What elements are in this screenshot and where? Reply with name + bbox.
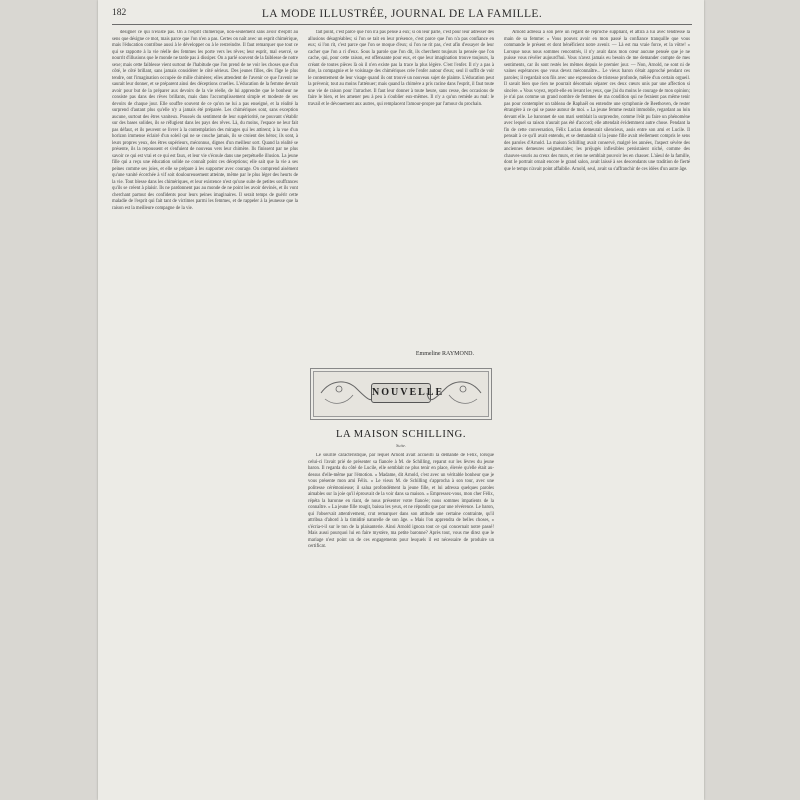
story-body: [308, 453, 494, 753]
newspaper-page: [98, 0, 704, 800]
header-rule: [112, 24, 692, 25]
column-1: [112, 30, 298, 790]
nouvelle-banner: [310, 368, 492, 420]
column-3: [504, 30, 690, 790]
flourish-right-icon: [425, 377, 485, 409]
author-signature: Emmeline RAYMOND.: [415, 351, 474, 357]
running-title: LA MODE ILLUSTRÉE, JOURNAL DE LA FAMILLE.: [261, 8, 543, 20]
column-1-text: désigner ce qui n'existe pas. On a l'esprit chimérique, non-seulement sans avoir d'esprit au sens que désigne ce mot, mais parce que l'on n'en a pas. Certes on naît avec un esprit chimérique, mais l'éducation contribue aussi à le développer ou à le restreindre. Il faut remarquer que tout ce qui se rapporte à la vie réelle des femmes les porte vers les rêves; leur esprit, mal exercé, se nourrit d'illusions que le monde ne tarde pas à dissiper. On a parlé souvent de la faiblesse de notre sexe; mais cette faiblesse vient surtout de l'habitude que l'on prend de ne voir les choses que d'un côté, le côté brillant, sans jamais considérer le côté sérieux. Des jeunes filles, dès l'âge le plus tendre, ont l'imagination occupée de mille chimères; elles attendent de l'avenir ce que l'avenir ne saurait leur donner, et se préparent ainsi des déceptions cruelles. L'éducation de la femme devrait avoir pour but de la préparer aux devoirs de la vie réelle, de lui apprendre que le bonheur ne consiste pas dans des rêves brillants, mais dans l'accomplissement simple et modeste de ses devoirs de chaque jour. Elle souffre souvent de ce qu'on ne lui a pas enseigné, et la réalité la surprend d'autant plus qu'elle n'y a jamais été préparée. Les chimériques sont, sans exception aucune, surtout des êtres vaniteux. Poussés du sentiment de leur supériorité, ne pouvant s'établir sur des bases solides, ils se réfugient dans les pays des rêves. Là, du moins, l'espace ne leur fait pas défaut, et ils peuvent se livrer à la contemplation des mirages qui les attirent; à la vue d'un horizon immense éclairé d'un soleil qui ne se couche jamais, ils se croient des héros; ils sont, à leurs propres yeux, des êtres supérieurs, méconnus, dignes d'un meilleur sort. Quand la réalité se présente, ils la repoussent et s'enfuient de nouveau vers leur chimère. Ils finissent par ne plus savoir ce qui est vrai et ce qui est faux, et leur vie s'écoule dans une perpétuelle illusion. La jeune fille qui a reçu une éducation solide ne connaît point ces déceptions; elle sait que la vie a ses peines comme ses joies, et elle se prépare à les supporter avec courage. On comprend aisément qu'une vanité écorchée à vif soit douloureusement atteinte, même par le plus léger des heurts de la vie. Tout blesse dans les chimériques, et leur existence n'est qu'une suite de petites souffrances qu'ils se créent à plaisir. Ils ne pardonnent pas au monde de ne point les avoir devinés, et ils vont cherchant partout des confidents pour leurs peines imaginaires. Il serait temps de guérir cette maladie de l'esprit qui fait tant de victimes parmi les femmes, et de rappeler à la jeunesse que la raison est la meilleure compagne de la vie.: [112, 30, 298, 211]
banner-label: NOUVELLE: [371, 383, 431, 403]
story-subtitle: Suite.: [395, 443, 407, 448]
article-continuation: [308, 30, 494, 348]
page-header: [112, 8, 692, 22]
story-text: Le sourire caractéristique, par lequel Arnold avait accueilli la demande de Félix, lorsque celui-ci l'avait prié de présenter sa fiancée à M. de Schilling, reparut sur les lèvres du jeune baron. Il regarda du côté de Lucile, elle semblait ne plus tenir en place, élevée qu'elle était au-dessus d'elle-même par l'émotion. « Madame, dit Arnold, c'est avec un véritable bonheur que je vous présente mon ami Félix. » Le vieux M. de Schilling s'approcha à son tour, avec une politesse cérémonieuse; il salua profondément la jeune fille, et lui adressa quelques paroles aimables sur la joie qu'il éprouvait de la voir dans sa maison. « Empressez-vous, mon cher Félix, répéta la baronne en riant, de nous présenter votre fiancée; nous sommes impatients de la connaître. » La jeune fille rougit, baissa les yeux, et ne répondit que par une révérence. Le baron, qui l'observait attentivement, crut remarquer dans son attitude une certaine contrainte, qu'il attribua d'abord à la timidité naturelle de son âge. « Mais l'on apprendra de belles choses, » s'écria-t-il sur le ton de la plaisanterie. Ainsi Arnold ignora tout ce qui concernait notre passé! Mais aussi pourquoi lui en faire mystère, ma petite baronne? Après tout, vous me direz que le mariage n'est point un de ces engagements pour lesquels il est nécessaire de produire un certificat.: [308, 453, 494, 549]
page-number: 182: [112, 8, 127, 18]
story-title: LA MAISON SCHILLING.: [335, 429, 467, 440]
column-2: [308, 30, 494, 790]
column-2-text: fait point, c'est parce que l'on n'a pas pensé à eux; si on leur parle, c'est pour leur adresser des allusions désagréables; si l'on se tait en leur présence, c'est parce que l'on n'a pas confiance en eux; si l'on rit, c'est parce que l'on se moque d'eux; si l'on ne rit pas, c'est afin d'essayer de leur cacher que l'on a ri d'eux. Sous la parole que l'on dit, ils cherchent toujours la pensée que l'on cache, qui, pour cette raison, est offensante pour eux, et que leur imagination trouve toujours, la créant de toutes pièces là où il n'en existe pas la trace la plus légère. C'est l'enfer. Il n'y a pas à dire, la compagnie et le voisinage des chimériques crée l'enfer autour d'eux; seul il suffit de voir le contentement de leur visage quand ils ont trouvé un nouveau sujet de plainte. L'éducation peut la prévenir, tout au moins l'atténuer; mais quand la chimère a pris racine dans l'esprit, il faut toute une vie de raison pour l'arracher. Il faut leur donner à toute heure, sans cesse, des occasions de faire le bien, et les amener peu à peu à s'oublier eux-mêmes. Il n'y a qu'un remède au mal: le travail et le dévouement aux autres, qui remplacent l'amour-propre par l'amour du prochain.: [308, 30, 494, 107]
flourish-left-icon: [317, 377, 377, 409]
column-3-text: Arnold adressa à son père un regard de reproche suppliant, et attira à lui avec tendresse la main de sa femme: « Vous pouvez avoir en mon passé la confiance tranquille que vous commande le présent et dont bénéficient notre avenir. — Là est ma vraie force, et la vôtre! » Lorsque nous nous sommes rencontrés, il n'y avait dans mon cœur aucune pensée que je ne puisse vous révéler aujourd'hui. Vous n'avez jamais eu besoin de me demander compte de mes sentiments, car ils sont restés les mêmes depuis le premier jour. — Non, Arnold, ne sont ni de vaines espérances que vous devez méconnaître... Le vieux baron s'était approché pendant ces paroles; il regardait son fils avec une expression de tristesse profonde, mêlée d'un certain orgueil. Il savait bien que rien ne pourrait désormais séparer ces deux cœurs unis par une affection si sincère. « Vous voyez, reprit-elle en levant les yeux, que j'ai du moins le courage de mon opinion; je n'ai pas comme un grand nombre de femmes de ma condition qui ne feraient pas même tenir pas pour contempler un tableau de Raphaël ou entendre une symphonie de Beethoven, de rester étrangère à ce qui se passe autour de moi. » La jeune femme restait immobile, regardant au loin devant elle. Le baronnet de son mari semblait la surprendre, comme l'eût pu faire un phénomène avec lequel sa raison n'aurait pas été d'accord; elle attendait évidemment autre chose. Pendant la fin de cette conversation, Félix Lucian demeurait silencieux, assis entre son ami et Lucile. Il pensait à ce qu'il avait entendu, et se demandait si la jeune fille avait réellement compris le sens des paroles d'Arnold. La maison Schilling avait conservé, malgré les années, l'aspect sévère des anciennes demeures seigneuriales; les préjugés inflexibles persistaient niché, comme des chauves-souris au creux des murs, et rien ne semblait pouvoir les en chasser. L'aïeul de la famille, dont le portrait ornait encore le grand salon, avait laissé à ses descendants une tradition de fierté que le temps n'avait point affaiblie. Arnold, seul, avait su s'affranchir de ces idées d'un autre âge.: [504, 30, 690, 172]
